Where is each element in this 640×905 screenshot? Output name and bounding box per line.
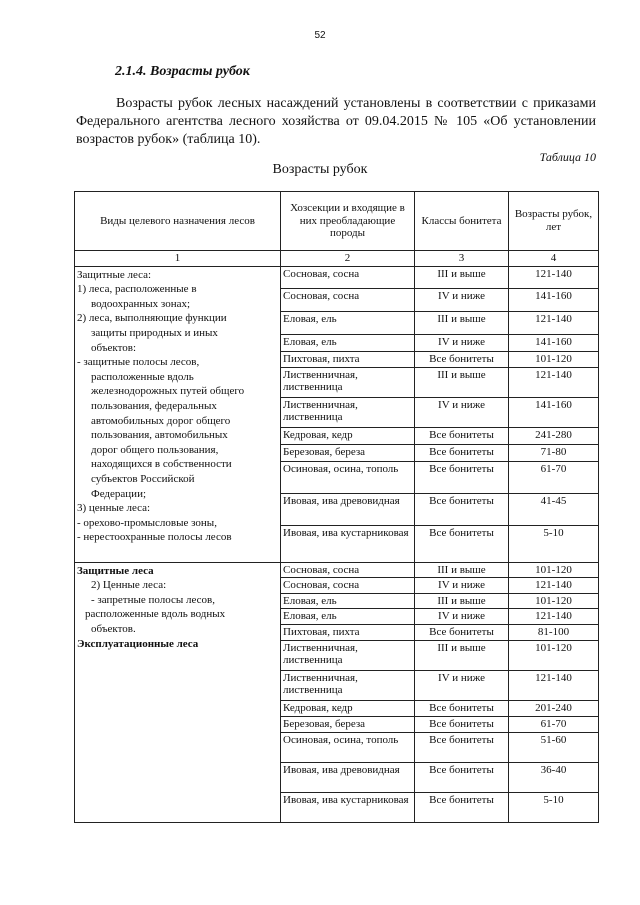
bonitet-class-cell: IV и ниже xyxy=(415,397,509,427)
col-number: 4 xyxy=(509,251,599,267)
purpose-line: - запретные полосы лесов, xyxy=(91,593,215,606)
cutting-age-cell: 101-120 xyxy=(509,593,599,609)
purpose-line: 3) ценные леса: xyxy=(77,502,151,515)
table-caption: Таблица 10 xyxy=(539,150,596,164)
bonitet-class-cell: Все бонитеты xyxy=(415,351,509,367)
species-cell: Еловая, ель xyxy=(281,609,415,625)
cutting-age-cell: 121-140 xyxy=(509,311,599,334)
bonitet-class-cell: III и выше xyxy=(415,593,509,609)
purpose-line: пользования, федеральных xyxy=(91,399,217,412)
header-purpose: Виды целевого назначения лесов xyxy=(75,192,281,251)
species-cell: Березовая, береза xyxy=(281,444,415,461)
purpose-title: Защитные леса xyxy=(77,564,154,577)
purpose-line: субъектов Российской xyxy=(91,472,195,485)
bonitet-class-cell: Все бонитеты xyxy=(415,461,509,493)
cutting-age-cell: 121-140 xyxy=(509,578,599,594)
cutting-age-cell: 141-160 xyxy=(509,288,599,311)
purpose-line: пользования, автомобильных xyxy=(91,429,228,442)
cutting-age-cell: 61-70 xyxy=(509,461,599,493)
section-heading: 2.1.4. Возрасты рубок xyxy=(115,64,250,79)
bonitet-class-cell: Все бонитеты xyxy=(415,444,509,461)
purpose-line: расположенные вдоль водных xyxy=(85,608,226,621)
species-cell: Осиновая, осина, тополь xyxy=(281,461,415,493)
purpose-cell-valuable-exploitation xyxy=(75,562,281,822)
species-cell: Ивовая, ива кустарниковая xyxy=(281,525,415,562)
cutting-age-cell: 121-140 xyxy=(509,367,599,397)
species-cell: Пихтовая, пихта xyxy=(281,624,415,640)
col-number: 1 xyxy=(75,251,281,267)
cutting-age-cell: 41-45 xyxy=(509,493,599,525)
bonitet-class-cell: IV и ниже xyxy=(415,288,509,311)
purpose-line: объектов. xyxy=(91,622,136,635)
cutting-age-cell: 5-10 xyxy=(509,525,599,562)
species-cell: Еловая, ель xyxy=(281,311,415,334)
cutting-age-cell: 121-140 xyxy=(509,670,599,700)
cutting-age-cell: 101-120 xyxy=(509,351,599,367)
table-row xyxy=(75,562,599,578)
bonitet-class-cell: III и выше xyxy=(415,640,509,670)
bonitet-class-cell: Все бонитеты xyxy=(415,762,509,792)
cutting-age-cell: 51-60 xyxy=(509,732,599,762)
purpose-line: - нерестоохранные полосы лесов xyxy=(77,531,232,544)
col-number: 2 xyxy=(281,251,415,267)
table-title: Возрасты рубок xyxy=(272,162,368,177)
species-cell: Сосновая, сосна xyxy=(281,266,415,288)
purpose-line: Федерации; xyxy=(91,487,147,500)
cutting-age-cell: 121-140 xyxy=(509,609,599,625)
species-cell: Сосновая, сосна xyxy=(281,578,415,594)
purpose-line: расположенные вдоль xyxy=(91,370,194,383)
purpose-line: - защитные полосы лесов, xyxy=(77,356,200,369)
species-cell: Еловая, ель xyxy=(281,334,415,351)
bonitet-class-cell: III и выше xyxy=(415,311,509,334)
header-species: Хозсекции и входящие в них преобладающие породы xyxy=(281,192,415,251)
purpose-line: дорог общего пользования, xyxy=(91,443,219,456)
purpose-line: железнодорожных путей общего xyxy=(91,385,245,398)
purpose-line: защиты природных и иных xyxy=(91,326,218,339)
cutting-age-cell: 61-70 xyxy=(509,716,599,732)
bonitet-class-cell: IV и ниже xyxy=(415,578,509,594)
purpose-line: находящихся в собственности xyxy=(91,458,232,471)
species-cell: Осиновая, осина, тополь xyxy=(281,732,415,762)
purpose-line: 2) леса, выполняющие функции xyxy=(77,312,227,325)
table-row xyxy=(75,266,599,288)
cutting-age-cell: 121-140 xyxy=(509,266,599,288)
species-cell: Лиственничная, лиственница xyxy=(281,640,415,670)
purpose-line: 2) Ценные леса: xyxy=(91,579,167,592)
purpose-line: объектов: xyxy=(91,341,137,354)
bonitet-class-cell: IV и ниже xyxy=(415,334,509,351)
bonitet-class-cell: Все бонитеты xyxy=(415,700,509,716)
header-age: Возрасты рубок, лет xyxy=(509,192,599,251)
header-class: Классы бонитета xyxy=(415,192,509,251)
cutting-age-cell: 201-240 xyxy=(509,700,599,716)
col-number: 3 xyxy=(415,251,509,267)
purpose-line: водоохранных зонах; xyxy=(91,297,191,310)
bonitet-class-cell: Все бонитеты xyxy=(415,716,509,732)
cutting-age-cell: 71-80 xyxy=(509,444,599,461)
intro-paragraph: Возрасты рубок лесных насаждений установлены в соответствии с приказами Федерального агентства лесного хозяйства от 09.04.2015 № 105 «Об установлении возрастов рубок» (таблица 10). xyxy=(76,96,596,147)
cutting-age-cell: 36-40 xyxy=(509,762,599,792)
purpose-line: - орехово-промысловые зоны, xyxy=(77,516,217,529)
bonitet-class-cell: IV и ниже xyxy=(415,670,509,700)
species-cell: Ивовая, ива кустарниковая xyxy=(281,792,415,822)
cutting-age-cell: 81-100 xyxy=(509,624,599,640)
species-cell: Сосновая, сосна xyxy=(281,288,415,311)
species-cell: Сосновая, сосна xyxy=(281,562,415,578)
bonitet-class-cell: III и выше xyxy=(415,562,509,578)
species-cell: Кедровая, кедр xyxy=(281,427,415,444)
cutting-age-cell: 101-120 xyxy=(509,562,599,578)
bonitet-class-cell: III и выше xyxy=(415,367,509,397)
species-cell: Пихтовая, пихта xyxy=(281,351,415,367)
table-header-row xyxy=(75,192,599,251)
purpose-title: Эксплуатационные леса xyxy=(77,637,199,650)
species-cell: Ивовая, ива древовидная xyxy=(281,493,415,525)
page-number: 52 xyxy=(314,30,326,41)
column-number-row xyxy=(75,251,599,267)
bonitet-class-cell: Все бонитеты xyxy=(415,427,509,444)
cutting-age-cell: 5-10 xyxy=(509,792,599,822)
purpose-line: автомобильных дорог общего xyxy=(91,414,231,427)
species-cell: Лиственничная, лиственница xyxy=(281,670,415,700)
species-cell: Ивовая, ива древовидная xyxy=(281,762,415,792)
bonitet-class-cell: Все бонитеты xyxy=(415,624,509,640)
cutting-age-cell: 101-120 xyxy=(509,640,599,670)
purpose-cell-protective xyxy=(75,266,281,562)
bonitet-class-cell: Все бонитеты xyxy=(415,792,509,822)
cutting-age-table xyxy=(74,191,599,823)
bonitet-class-cell: IV и ниже xyxy=(415,609,509,625)
bonitet-class-cell: Все бонитеты xyxy=(415,525,509,562)
bonitet-class-cell: Все бонитеты xyxy=(415,493,509,525)
species-cell: Кедровая, кедр xyxy=(281,700,415,716)
species-cell: Лиственничная, лиственница xyxy=(281,397,415,427)
species-cell: Лиственничная, лиственница xyxy=(281,367,415,397)
cutting-age-cell: 141-160 xyxy=(509,397,599,427)
bonitet-class-cell: III и выше xyxy=(415,266,509,288)
cutting-age-cell: 241-280 xyxy=(509,427,599,444)
purpose-line: 1) леса, расположенные в xyxy=(77,283,197,296)
bonitet-class-cell: Все бонитеты xyxy=(415,732,509,762)
cutting-age-cell: 141-160 xyxy=(509,334,599,351)
purpose-line: Защитные леса: xyxy=(77,268,152,281)
species-cell: Березовая, береза xyxy=(281,716,415,732)
species-cell: Еловая, ель xyxy=(281,593,415,609)
